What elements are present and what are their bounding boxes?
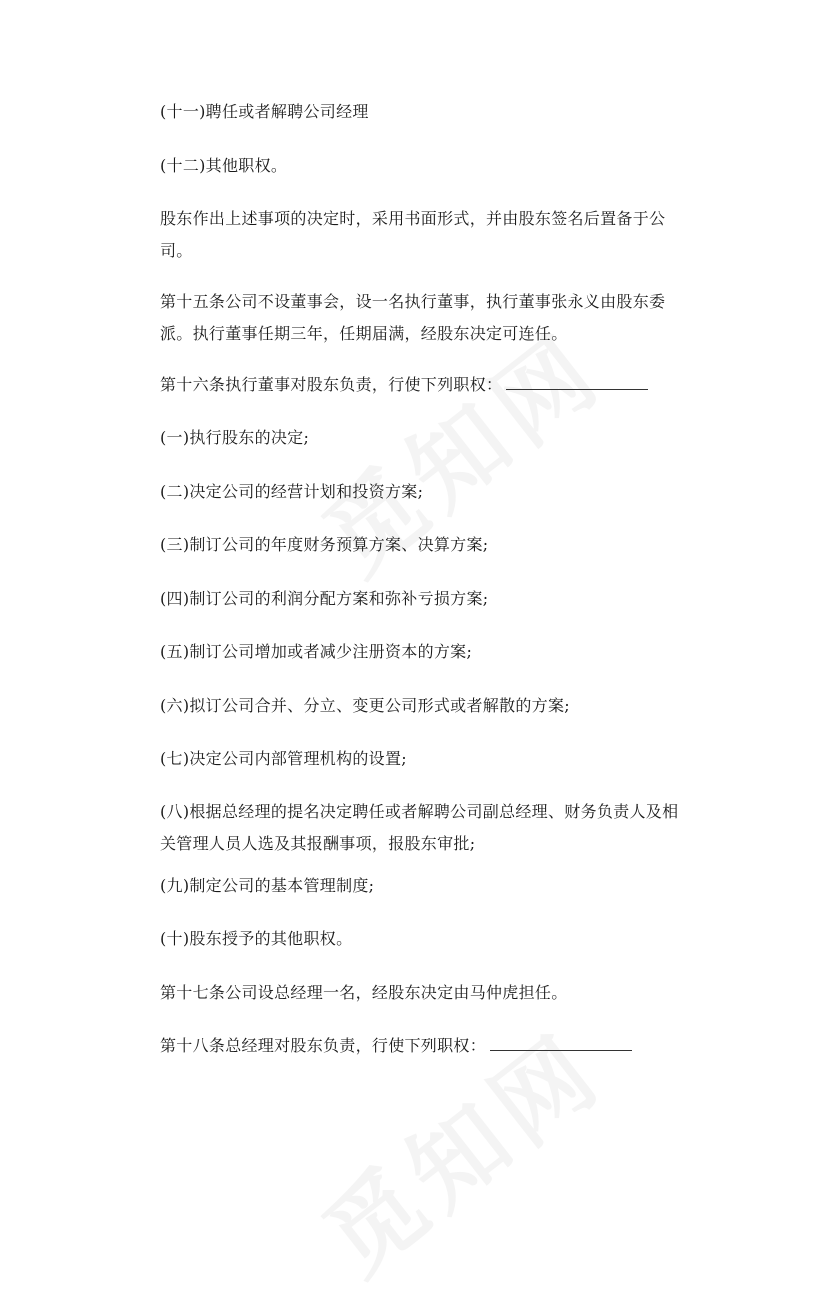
paragraph-power-9: (九)制定公司的基本管理制度; bbox=[160, 876, 375, 895]
fill-in-blank bbox=[490, 1036, 632, 1051]
paragraph-article-16 bbox=[160, 369, 690, 401]
paragraph-article-15: 第十五条公司不设董事会，设一名执行董事，执行董事张永义由股东委派。执行董事任期三年，任期届满，经股东决定可连任。 bbox=[160, 292, 666, 343]
paragraph-power-4: (四)制订公司的利润分配方案和弥补亏损方案; bbox=[160, 589, 489, 608]
paragraph-power-7: (七)决定公司内部管理机构的设置; bbox=[160, 749, 407, 768]
paragraph-article-17: 第十七条公司设总经理一名，经股东决定由马仲虎担任。 bbox=[160, 983, 568, 1002]
paragraph-article-18 bbox=[160, 1030, 690, 1062]
paragraph-power-8: (八)根据总经理的提名决定聘任或者解聘公司副总经理、财务负责人及相关管理人员人选及其报酬事项，报股东审批; bbox=[160, 802, 679, 853]
fill-in-blank bbox=[506, 375, 648, 390]
paragraph-power-3: (三)制订公司的年度财务预算方案、决算方案; bbox=[160, 535, 489, 554]
paragraph-power-2: (二)决定公司的经营计划和投资方案; bbox=[160, 482, 424, 501]
article-16-text: 第十六条执行董事对股东负责，行使下列职权： bbox=[160, 375, 503, 394]
paragraph-item-12: (十二)其他职权。 bbox=[160, 156, 288, 175]
paragraph-item-11: (十一)聘任或者解聘公司经理 bbox=[160, 102, 369, 121]
paragraph-power-1: (一)执行股东的决定; bbox=[160, 428, 310, 447]
paragraph-power-10: (十)股东授予的其他职权。 bbox=[160, 929, 353, 948]
paragraph-power-5: (五)制订公司增加或者减少注册资本的方案; bbox=[160, 642, 473, 661]
paragraph-shareholder-decision: 股东作出上述事项的决定时，采用书面形式，并由股东签名后置备于公司。 bbox=[160, 209, 666, 260]
article-18-text: 第十八条总经理对股东负责，行使下列职权： bbox=[160, 1036, 487, 1055]
paragraph-power-6: (六)拟订公司合并、分立、变更公司形式或者解散的方案; bbox=[160, 696, 570, 715]
